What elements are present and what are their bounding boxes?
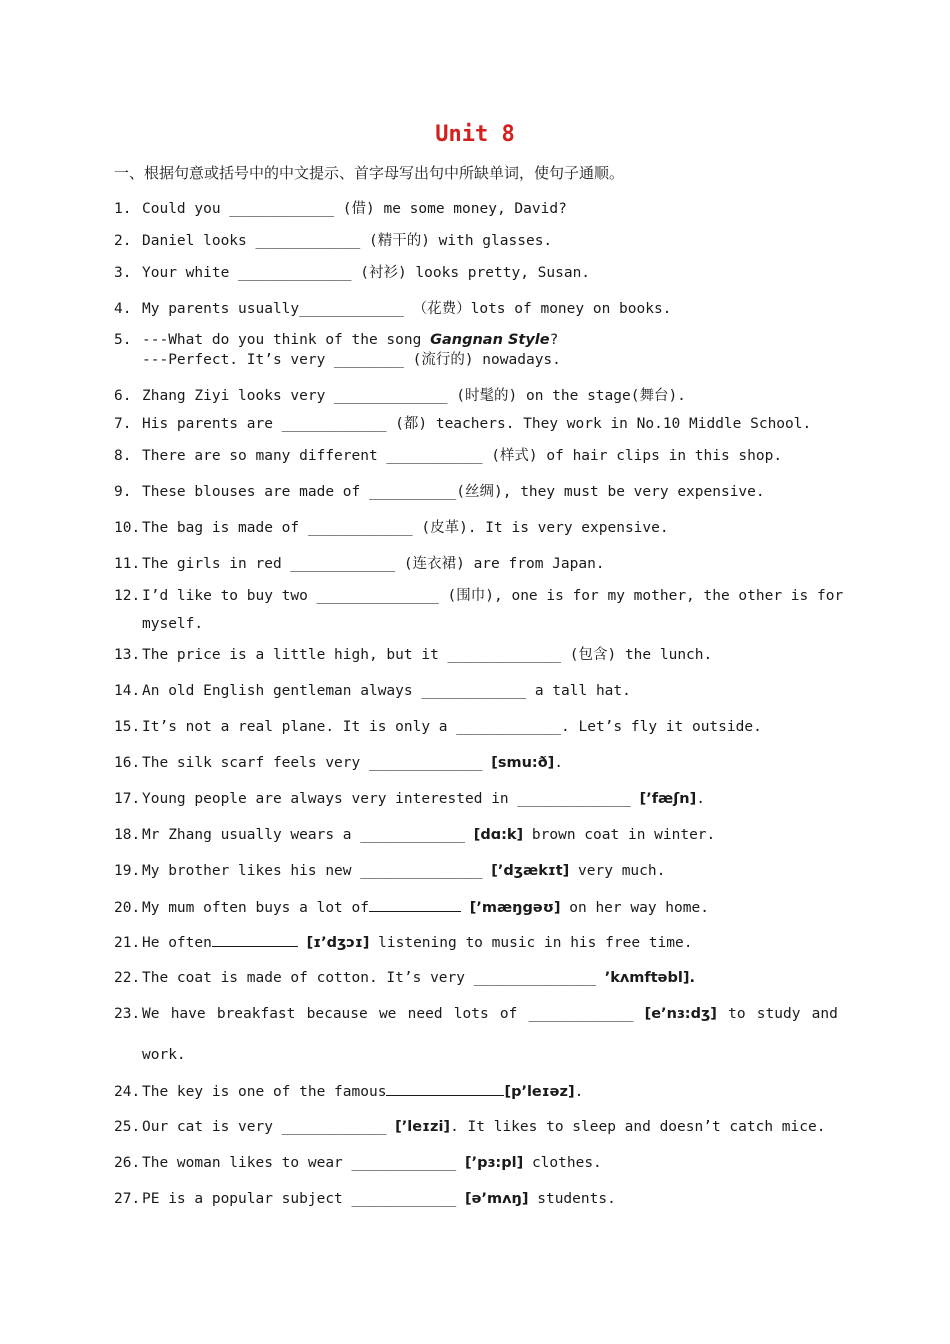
- question-text: An old English gentleman always ____________ a tall hat.: [142, 683, 631, 699]
- question-number: 13.: [114, 647, 141, 663]
- question-27: [114, 1189, 838, 1209]
- question-4: [114, 299, 838, 319]
- question-2: [114, 231, 838, 251]
- question-text-justified: [142, 1004, 838, 1024]
- phonetic: [p’leɪəz]: [504, 1084, 575, 1100]
- question-number: 4.: [114, 301, 132, 317]
- question-number: 2.: [114, 233, 132, 249]
- question-number: 18.: [114, 827, 141, 843]
- song-title: Gangnan Style: [430, 332, 550, 348]
- phonetic: [’pɜ:pl]: [465, 1155, 524, 1171]
- question-7: [114, 414, 838, 434]
- word: we: [378, 1006, 397, 1022]
- question-25: [114, 1117, 838, 1137]
- question-text: Our cat is very ____________: [142, 1119, 396, 1135]
- question-text: The woman likes to wear ____________: [142, 1155, 466, 1171]
- question-1: [114, 199, 838, 219]
- question-tail: on her way home.: [560, 900, 709, 916]
- question-20: [114, 897, 838, 918]
- question-number: 8.: [114, 448, 132, 464]
- question-tail: .: [574, 1084, 584, 1100]
- question-text: Could you ____________ (借) me some money, David?: [142, 201, 567, 217]
- question-number: 25.: [114, 1119, 141, 1135]
- question-text: The price is a little high, but it _____________ (包含) the lunch.: [142, 647, 713, 663]
- gap: [461, 900, 470, 916]
- question-6: [114, 386, 838, 406]
- phonetic: [ɪ’dʒɔɪ]: [306, 935, 370, 951]
- question-text: PE is a popular subject ____________: [142, 1191, 466, 1207]
- phonetic: [ə’mʌŋ]: [465, 1191, 529, 1207]
- phonetic: [e’nɜ:dʒ]: [644, 1006, 717, 1022]
- question-number: 10.: [114, 520, 141, 536]
- phonetic: [smu:ð]: [491, 755, 555, 771]
- question-number: 1.: [114, 201, 132, 217]
- word: of: [499, 1006, 518, 1022]
- question-text: My mum often buys a lot of: [142, 900, 369, 916]
- question-text: These blouses are made of __________(丝绸), they must be very expensive.: [142, 484, 765, 500]
- word: because: [306, 1006, 368, 1022]
- question-text: The silk scarf feels very _____________: [142, 755, 492, 771]
- question-tail: .: [696, 791, 705, 807]
- phonetic: [’dʒækɪt]: [491, 863, 570, 879]
- question-text: My parents usually____________ （花费）lots of money on books.: [142, 301, 672, 317]
- question-text: Mr Zhang usually wears a ____________: [142, 827, 474, 843]
- question-tail: listening to music in his free time.: [369, 935, 693, 951]
- phonetic: ’kʌmftəbl].: [604, 970, 695, 986]
- question-15: [114, 717, 838, 737]
- word: and: [811, 1006, 838, 1022]
- question-14: [114, 681, 838, 701]
- question-text: His parents are ____________ (都) teachers. They work in No.10 Middle School.: [142, 416, 812, 432]
- question-16: [114, 753, 838, 773]
- question-tail: brown coat in winter.: [523, 827, 716, 843]
- question-text-line2: myself.: [142, 616, 204, 632]
- question-text: ?: [549, 332, 559, 348]
- question-18: [114, 825, 838, 845]
- question-24: [114, 1081, 838, 1102]
- answer-blank[interactable]: ____________: [528, 1006, 634, 1022]
- question-text-line2: ---Perfect. It’s very ________ (流行的) nowadays.: [142, 352, 561, 368]
- phonetic: [’mæŋgəʊ]: [469, 900, 561, 916]
- question-23: [114, 1004, 838, 1065]
- word: have: [170, 1006, 206, 1022]
- question-number: 26.: [114, 1155, 141, 1171]
- question-number: 7.: [114, 416, 132, 432]
- question-9: [114, 482, 838, 502]
- question-number: 5.: [114, 332, 132, 348]
- question-text: Young people are always very interested in _____________: [142, 791, 640, 807]
- answer-blank[interactable]: [369, 897, 461, 912]
- question-text: The coat is made of cotton. It’s very ______________: [142, 970, 605, 986]
- question-text: There are so many different ___________ (样式) of hair clips in this shop.: [142, 448, 783, 464]
- question-text: My brother likes his new ______________: [142, 863, 492, 879]
- question-tail: .: [554, 755, 564, 771]
- question-text: The key is one of the famous: [142, 1084, 387, 1100]
- question-21: [114, 932, 838, 953]
- question-17: [114, 789, 838, 809]
- instruction-text: 一、根据句意或括号中的中文提示、首字母写出句中所缺单词，使句子通顺。: [114, 164, 625, 182]
- question-19: [114, 861, 838, 881]
- question-number: 12.: [114, 588, 141, 604]
- phonetic: [’fæʃn]: [639, 791, 697, 807]
- question-number: 21.: [114, 935, 141, 951]
- question-tail: clothes.: [523, 1155, 602, 1171]
- question-text: The girls in red ____________ (连衣裙) are from Japan.: [142, 556, 605, 572]
- question-text: Zhang Ziyi looks very _____________ (时髦的) on the stage(舞台).: [142, 388, 686, 404]
- question-26: [114, 1153, 838, 1173]
- question-tail: very much.: [569, 863, 666, 879]
- question-11: [114, 554, 838, 574]
- question-number: 6.: [114, 388, 132, 404]
- answer-blank[interactable]: [386, 1081, 504, 1096]
- phonetic: [’leɪzi]: [395, 1119, 451, 1135]
- question-number: 23.: [114, 1006, 141, 1022]
- question-number: 22.: [114, 970, 141, 986]
- question-number: 15.: [114, 719, 141, 735]
- question-number: 16.: [114, 755, 141, 771]
- question-text: ---What do you think of the song: [142, 332, 431, 348]
- question-number: 20.: [114, 900, 141, 916]
- question-text: The bag is made of ____________ (皮革). It is very expensive.: [142, 520, 669, 536]
- word: to: [728, 1006, 746, 1022]
- question-text: He often: [142, 935, 212, 951]
- word: lots: [453, 1006, 489, 1022]
- question-8: [114, 446, 838, 466]
- question-text: It’s not a real plane. It is only a ____________. Let’s fly it outside.: [142, 719, 762, 735]
- question-3: [114, 263, 838, 283]
- word: breakfast: [216, 1006, 296, 1022]
- page-title: Unit 8: [435, 122, 515, 147]
- question-13: [114, 645, 838, 665]
- gap: [298, 935, 307, 951]
- phonetic: [dɑ:k]: [473, 827, 524, 843]
- question-tail: . It likes to sleep and doesn’t catch mice.: [450, 1119, 826, 1135]
- question-text: I’d like to buy two ______________ (围巾), one is for my mother, the other is for: [142, 588, 844, 604]
- question-12: [114, 586, 844, 634]
- question-text: Daniel looks ____________ (精干的) with glasses.: [142, 233, 553, 249]
- question-number: 9.: [114, 484, 132, 500]
- question-number: 11.: [114, 556, 141, 572]
- question-22: [114, 968, 838, 988]
- question-number: 24.: [114, 1084, 141, 1100]
- word: We: [142, 1006, 160, 1022]
- question-number: 3.: [114, 265, 132, 281]
- word: need: [407, 1006, 443, 1022]
- question-text-line2: work.: [142, 1047, 186, 1063]
- question-number: 17.: [114, 791, 141, 807]
- word: study: [756, 1006, 801, 1022]
- question-number: 27.: [114, 1191, 141, 1207]
- question-10: [114, 518, 838, 538]
- question-5: [114, 330, 838, 370]
- question-number: 14.: [114, 683, 141, 699]
- question-text: Your white _____________ (衬衫) looks pretty, Susan.: [142, 265, 591, 281]
- question-tail: students.: [528, 1191, 616, 1207]
- question-number: 19.: [114, 863, 141, 879]
- answer-blank[interactable]: [212, 932, 298, 947]
